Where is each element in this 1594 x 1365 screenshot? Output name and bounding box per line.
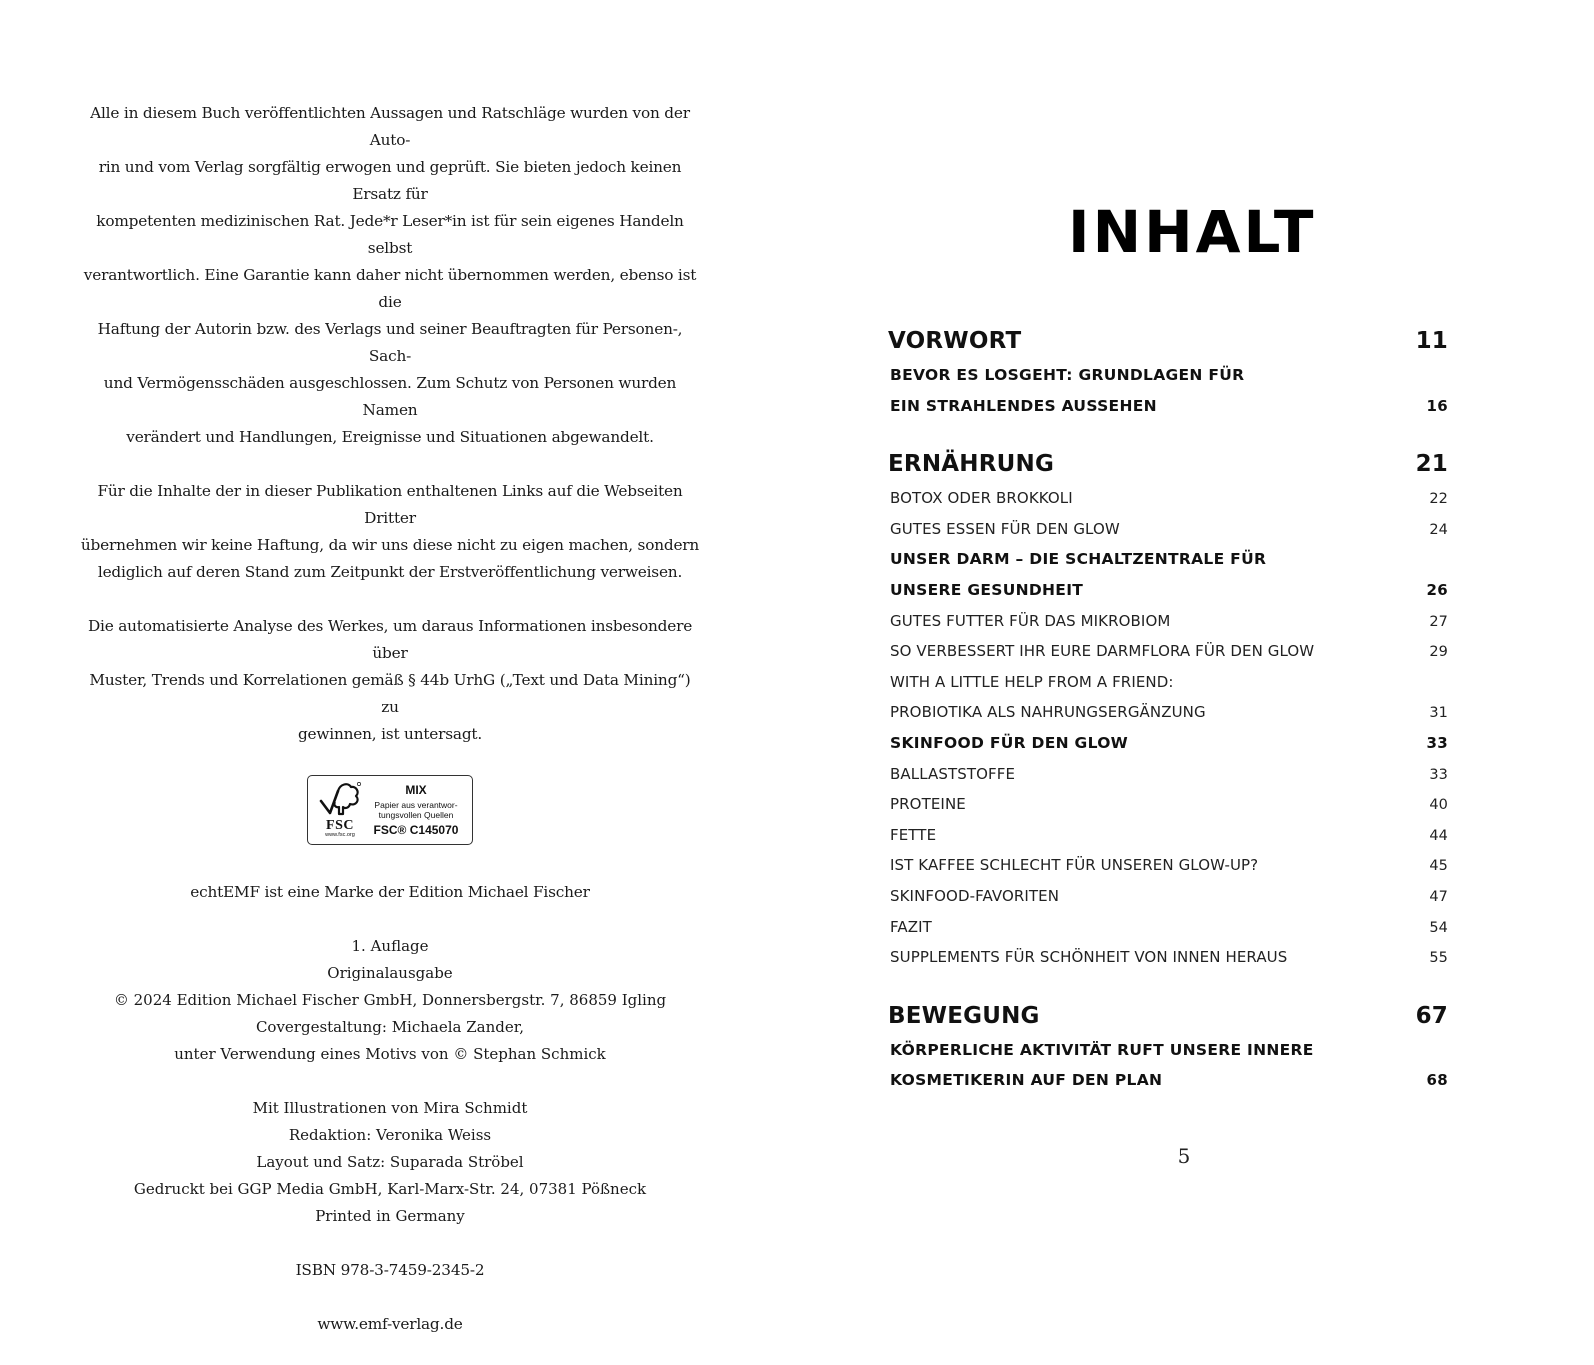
toc-entry[interactable]: [888, 881, 1448, 912]
disclaimer-paragraph: [80, 478, 700, 586]
toc-entry[interactable]: [888, 728, 1448, 759]
toc-entry[interactable]: [888, 483, 1448, 514]
edition-block: [80, 933, 700, 1068]
toc-entry[interactable]: [888, 1035, 1448, 1066]
toc-page-number: 68: [1426, 1071, 1448, 1090]
toc-entry[interactable]: [888, 514, 1448, 545]
credits-block: [80, 1095, 700, 1230]
toc-page-number: 22: [1429, 491, 1448, 508]
toc-page-number: 11: [1415, 328, 1448, 354]
toc-entry-title: GUTES FUTTER FÜR DAS MIKROBIOM: [890, 611, 1171, 630]
toc-entry[interactable]: [888, 789, 1448, 820]
toc-entry[interactable]: [888, 912, 1448, 943]
toc-page-number: 45: [1429, 858, 1448, 875]
text-line: Die automatisierte Analyse des Werkes, um daraus Informationen insbesondere über: [87, 617, 693, 662]
toc-list: [888, 322, 1448, 1096]
disclaimer-paragraph: [80, 100, 700, 451]
fsc-tree-checkmark-icon: [318, 781, 362, 819]
toc-page-number: 16: [1426, 396, 1448, 415]
toc-page-number: 54: [1429, 919, 1448, 936]
text-line: verändert und Handlungen, Ereignisse und Situationen abgewandelt.: [126, 428, 654, 446]
toc-page-number: 33: [1429, 766, 1448, 783]
text-line: übernehmen wir keine Haftung, da wir uns diese nicht zu eigen machen, sondern: [80, 536, 700, 554]
text-line: Für die Inhalte der in dieser Publikation enthaltenen Links auf die Webseiten Dritter: [97, 482, 683, 527]
fsc-logo-text: FSC: [326, 818, 354, 833]
toc-chapter[interactable]: [888, 445, 1448, 483]
toc-page-number: 55: [1429, 950, 1448, 967]
toc-page-number: 67: [1415, 1002, 1448, 1029]
toc-entry-title: FETTE: [890, 825, 937, 844]
text-line: © 2024 Edition Michael Fischer GmbH, Donnersbergstr. 7, 86859 Igling: [113, 991, 667, 1009]
toc-entry-title: EIN STRAHLENDES AUSSEHEN: [890, 396, 1157, 415]
toc-entry[interactable]: [888, 606, 1448, 637]
page-title: INHALT: [1068, 198, 1317, 266]
toc-entry-title: UNSERE GESUNDHEIT: [890, 580, 1084, 599]
isbn: ISBN 978-3-7459-2345-2: [295, 1261, 485, 1279]
fsc-url: www.fsc.org: [325, 832, 355, 838]
text-line: Haftung der Autorin bzw. des Verlags und seiner Beauftragten für Personen-, Sach-: [97, 320, 683, 365]
page-number: 5: [1177, 1144, 1191, 1168]
text-line: kompetenten medizinischen Rat. Jede*r Leser*in ist für sein eigenes Handeln selbst: [96, 212, 684, 257]
text-line: 1. Auflage: [351, 937, 429, 955]
fsc-logo: [314, 778, 366, 842]
toc-entry[interactable]: [888, 636, 1448, 667]
toc-entry-title: VORWORT: [888, 328, 1022, 354]
fsc-code: FSC® C145070: [373, 823, 459, 837]
toc-entry-title: KOSMETIKERIN AUF DEN PLAN: [890, 1071, 1163, 1090]
toc-chapter[interactable]: [888, 997, 1448, 1035]
text-line: Redaktion: Veronika Weiss: [288, 1126, 492, 1144]
toc-entry[interactable]: [888, 697, 1448, 728]
text-line: lediglich auf deren Stand zum Zeitpunkt der Erstveröffentlichung verweisen.: [97, 563, 683, 581]
toc-entry[interactable]: [888, 360, 1448, 391]
toc-page-number: 31: [1429, 705, 1448, 722]
fsc-label: [307, 775, 473, 845]
toc-page-number: 40: [1429, 797, 1448, 814]
toc-entry-title: BALLASTSTOFFE: [890, 764, 1016, 783]
toc-entry-title: BEWEGUNG: [888, 1002, 1040, 1029]
fsc-mix: MIX: [405, 783, 427, 797]
text-line: Originalausgabe: [327, 964, 453, 982]
toc-page-number: 21: [1415, 451, 1448, 478]
text-line: Covergestaltung: Michaela Zander,: [255, 1018, 525, 1036]
fsc-text: [366, 784, 466, 836]
fsc-description-line: Papier aus verantwor-: [374, 800, 458, 810]
disclaimer-paragraphs: [80, 100, 700, 748]
text-line: gewinnen, ist untersagt.: [297, 725, 483, 743]
toc-spacer: [888, 421, 1448, 445]
toc-entry-title: BOTOX ODER BROKKOLI: [890, 489, 1073, 508]
text-line: Mit Illustrationen von Mira Schmidt: [252, 1099, 528, 1117]
toc-page-number: 33: [1426, 733, 1448, 752]
toc-entry-title: GUTES ESSEN FÜR DEN GLOW: [890, 519, 1120, 538]
toc-entry[interactable]: [888, 544, 1448, 575]
imprint-page: [80, 100, 700, 1365]
toc-entry-title: PROBIOTIKA ALS NAHRUNGSERGÄNZUNG: [890, 703, 1206, 722]
toc-entry[interactable]: [888, 942, 1448, 973]
toc-page-number: 29: [1429, 644, 1448, 661]
toc-spacer: [888, 973, 1448, 997]
toc-entry-title: WITH A LITTLE HELP FROM A FRIEND:: [890, 672, 1174, 691]
disclaimer-paragraph: [80, 613, 700, 748]
toc-entry[interactable]: [888, 575, 1448, 606]
text-line: Layout und Satz: Suparada Ströbel: [256, 1153, 524, 1171]
toc-entry-title: ERNÄHRUNG: [888, 451, 1055, 478]
fsc-description-line: tungsvollen Quellen: [378, 810, 454, 820]
toc-entry-title: UNSER DARM – DIE SCHALTZENTRALE FÜR: [890, 550, 1267, 569]
toc-page-number: 47: [1429, 888, 1448, 905]
toc-entry-title: FAZIT: [890, 917, 932, 936]
toc-entry[interactable]: [888, 820, 1448, 851]
toc-entry-title: SO VERBESSERT IHR EURE DARMFLORA FÜR DEN GLOW: [890, 642, 1315, 661]
brand-note: echtEMF ist eine Marke der Edition Michael Fischer: [190, 883, 590, 901]
text-line: Printed in Germany: [315, 1207, 465, 1225]
text-line: und Vermögensschäden ausgeschlossen. Zum Schutz von Personen wurden Namen: [103, 374, 677, 419]
text-line: Alle in diesem Buch veröffentlichten Aussagen und Ratschläge wurden von der Auto-: [90, 104, 690, 149]
toc-entry-title: SKINFOOD FÜR DEN GLOW: [890, 733, 1129, 752]
toc-entry-title: BEVOR ES LOSGEHT: GRUNDLAGEN FÜR: [890, 366, 1245, 384]
text-line: verantwortlich. Eine Garantie kann daher nicht übernommen werden, ebenso ist die: [83, 266, 697, 311]
toc-entry-title: KÖRPERLICHE AKTIVITÄT RUFT UNSERE INNERE: [890, 1040, 1314, 1059]
toc-page-number: 27: [1429, 613, 1448, 630]
toc-page-number: 26: [1426, 580, 1448, 599]
text-line: rin und vom Verlag sorgfältig erwogen und geprüft. Sie bieten jedoch keinen Ersatz für: [98, 158, 682, 203]
text-line: unter Verwendung eines Motivs von © Stephan Schmick: [174, 1045, 606, 1063]
fsc-description: [366, 800, 466, 820]
toc-entry[interactable]: [888, 1065, 1448, 1096]
toc-entry-title: PROTEINE: [890, 795, 966, 814]
website-link[interactable]: www.emf-verlag.de: [317, 1315, 463, 1333]
toc-entry-title: SUPPLEMENTS FÜR SCHÖNHEIT VON INNEN HERAUS: [890, 948, 1288, 967]
toc-entry[interactable]: [888, 667, 1448, 698]
toc-entry[interactable]: [888, 850, 1448, 881]
toc-page-number: 44: [1429, 827, 1448, 844]
text-line: Muster, Trends und Korrelationen gemäß § 44b UrhG („Text und Data Mining“) zu: [89, 671, 691, 716]
toc-chapter[interactable]: [888, 322, 1448, 360]
toc-page-number: 24: [1429, 521, 1448, 538]
toc-entry-title: IST KAFFEE SCHLECHT FÜR UNSEREN GLOW-UP?: [890, 856, 1259, 875]
toc-entry[interactable]: [888, 759, 1448, 790]
toc-entry[interactable]: [888, 391, 1448, 422]
toc-entry-title: SKINFOOD-FAVORITEN: [890, 886, 1060, 905]
text-line: Gedruckt bei GGP Media GmbH, Karl-Marx-Str. 24, 07381 Pößneck: [133, 1180, 647, 1198]
fsc-label-wrap: [80, 775, 700, 845]
